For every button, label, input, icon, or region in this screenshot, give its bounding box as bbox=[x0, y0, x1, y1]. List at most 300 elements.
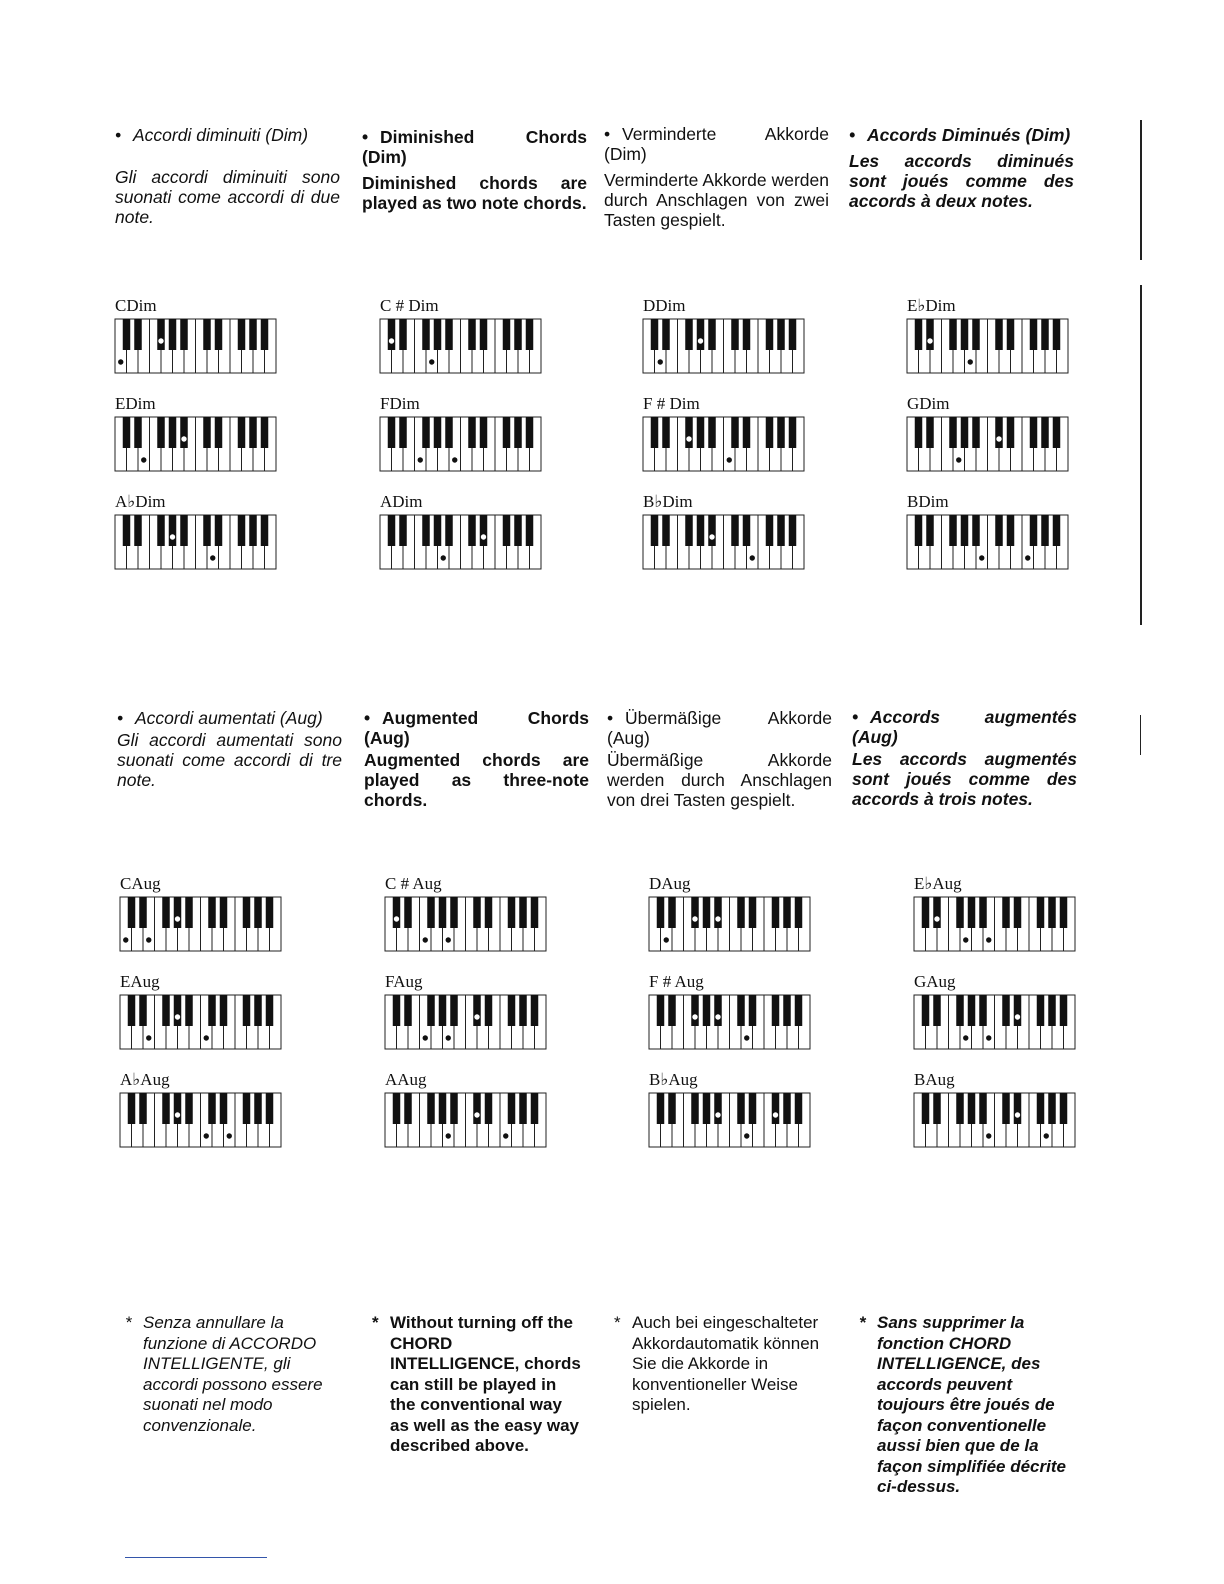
note-dot bbox=[175, 1014, 180, 1019]
black-key bbox=[439, 1093, 447, 1124]
black-key bbox=[961, 417, 969, 448]
black-key bbox=[731, 319, 739, 350]
black-key bbox=[795, 995, 803, 1026]
black-key bbox=[427, 1093, 435, 1124]
note-dot bbox=[418, 457, 423, 462]
note-dot bbox=[175, 916, 180, 921]
black-key bbox=[243, 995, 251, 1026]
black-key bbox=[238, 319, 246, 350]
black-key bbox=[714, 897, 722, 928]
black-key bbox=[933, 1093, 941, 1124]
black-key bbox=[657, 1093, 665, 1124]
black-key bbox=[128, 1093, 136, 1124]
chord-label: GAug bbox=[914, 972, 956, 991]
black-key bbox=[485, 897, 493, 928]
black-key bbox=[450, 995, 458, 1026]
note-dot bbox=[715, 916, 720, 921]
aug-title-it: Accordi aumentati (Aug) bbox=[135, 708, 323, 728]
chord-diagram bbox=[378, 395, 543, 473]
black-key bbox=[393, 897, 401, 928]
black-key bbox=[685, 319, 693, 350]
note-dot bbox=[141, 457, 146, 462]
black-key bbox=[388, 319, 396, 350]
black-key bbox=[243, 897, 251, 928]
footnote-french bbox=[859, 1313, 1075, 1498]
keyboard-diagram bbox=[647, 1091, 812, 1149]
black-key bbox=[777, 515, 785, 546]
black-key bbox=[203, 417, 211, 448]
black-key bbox=[691, 995, 699, 1026]
keyboard-diagram bbox=[912, 895, 1077, 953]
black-key bbox=[737, 995, 745, 1026]
black-key bbox=[783, 995, 791, 1026]
black-key bbox=[714, 995, 722, 1026]
black-key bbox=[514, 515, 522, 546]
black-key bbox=[422, 417, 430, 448]
black-key bbox=[703, 1093, 711, 1124]
black-key bbox=[514, 319, 522, 350]
black-key bbox=[208, 1093, 216, 1124]
black-key bbox=[1007, 417, 1015, 448]
black-key bbox=[123, 417, 131, 448]
black-key bbox=[662, 417, 670, 448]
black-key bbox=[485, 995, 493, 1026]
black-key bbox=[662, 319, 670, 350]
black-key bbox=[1002, 995, 1010, 1026]
black-key bbox=[961, 515, 969, 546]
black-key bbox=[266, 897, 274, 928]
note-dot bbox=[1015, 1014, 1020, 1019]
black-key bbox=[1014, 897, 1022, 928]
chord-diagram bbox=[641, 395, 806, 473]
black-key bbox=[503, 319, 511, 350]
note-dot bbox=[146, 937, 151, 942]
black-key bbox=[519, 995, 527, 1026]
black-key bbox=[439, 995, 447, 1026]
black-key bbox=[220, 995, 228, 1026]
black-key bbox=[995, 319, 1003, 350]
black-key bbox=[162, 897, 170, 928]
black-key bbox=[503, 417, 511, 448]
black-key bbox=[1030, 319, 1038, 350]
margin-mark bbox=[1140, 120, 1142, 260]
black-key bbox=[473, 995, 481, 1026]
dim-title-fr: Accords Diminués (Dim) bbox=[867, 125, 1071, 145]
black-key bbox=[1048, 995, 1056, 1026]
dim-body-it: Gli accordi diminuiti sono suonati come accordi di due note. bbox=[115, 167, 340, 227]
black-key bbox=[657, 995, 665, 1026]
black-key bbox=[743, 417, 751, 448]
black-key bbox=[933, 995, 941, 1026]
black-key bbox=[1060, 995, 1068, 1026]
black-key bbox=[162, 995, 170, 1026]
black-key bbox=[185, 897, 193, 928]
black-key bbox=[445, 417, 453, 448]
keyboard-diagram bbox=[641, 513, 806, 571]
footnote-marker: * bbox=[125, 1313, 132, 1332]
note-dot bbox=[474, 1112, 479, 1117]
footnote-marker: * bbox=[372, 1313, 379, 1332]
aug-body-fr: Les accords augmentés sont joués comme des accords à trois notes. bbox=[852, 749, 1077, 809]
black-key bbox=[134, 515, 142, 546]
black-key bbox=[668, 1093, 676, 1124]
black-key bbox=[703, 995, 711, 1026]
note-dot bbox=[956, 457, 961, 462]
black-key bbox=[169, 417, 177, 448]
bullet: • bbox=[604, 124, 611, 144]
black-key bbox=[979, 897, 987, 928]
black-key bbox=[685, 417, 693, 448]
black-key bbox=[1041, 417, 1049, 448]
keyboard-diagram bbox=[378, 513, 543, 571]
black-key bbox=[480, 515, 488, 546]
note-dot bbox=[664, 937, 669, 942]
note-dot bbox=[986, 937, 991, 942]
note-dot bbox=[210, 555, 215, 560]
chord-label: B♭Dim bbox=[643, 492, 693, 511]
black-key bbox=[922, 1093, 930, 1124]
black-key bbox=[185, 1093, 193, 1124]
chord-label: A♭Dim bbox=[115, 492, 166, 511]
black-key bbox=[243, 1093, 251, 1124]
black-key bbox=[1014, 1093, 1022, 1124]
bullet: • bbox=[362, 127, 369, 147]
black-key bbox=[399, 417, 407, 448]
black-key bbox=[691, 897, 699, 928]
black-key bbox=[749, 1093, 757, 1124]
note-dot bbox=[452, 457, 457, 462]
black-key bbox=[922, 897, 930, 928]
keyboard-diagram bbox=[118, 993, 283, 1051]
black-key bbox=[393, 995, 401, 1026]
black-key bbox=[731, 515, 739, 546]
black-key bbox=[1037, 897, 1045, 928]
chord-label: F # Dim bbox=[643, 394, 700, 413]
black-key bbox=[795, 1093, 803, 1124]
black-key bbox=[139, 897, 147, 928]
black-key bbox=[508, 995, 516, 1026]
black-key bbox=[174, 897, 182, 928]
chord-label: C # Dim bbox=[380, 296, 439, 315]
black-key bbox=[697, 417, 705, 448]
black-key bbox=[399, 515, 407, 546]
black-key bbox=[180, 319, 188, 350]
note-dot bbox=[744, 1035, 749, 1040]
note-dot bbox=[446, 1035, 451, 1040]
chord-diagram bbox=[118, 1071, 283, 1149]
black-key bbox=[979, 995, 987, 1026]
footnote-en-text: Without turning off the CHORD INTELLIGENCE, chords can still be played in the conventional way as well as the easy way described above. bbox=[390, 1313, 581, 1455]
footnote-english bbox=[372, 1313, 585, 1457]
black-key bbox=[208, 897, 216, 928]
black-key bbox=[1007, 515, 1015, 546]
aug-title-en: Augmented Chords (Aug) bbox=[364, 708, 589, 748]
black-key bbox=[1037, 995, 1045, 1026]
black-key bbox=[157, 515, 165, 546]
black-key bbox=[261, 417, 269, 448]
note-dot bbox=[446, 1133, 451, 1138]
black-key bbox=[503, 515, 511, 546]
black-key bbox=[526, 515, 534, 546]
black-key bbox=[123, 319, 131, 350]
black-key bbox=[468, 417, 476, 448]
black-key bbox=[972, 417, 980, 448]
black-key bbox=[789, 319, 797, 350]
black-key bbox=[249, 417, 257, 448]
chord-diagram bbox=[641, 297, 806, 375]
note-dot bbox=[986, 1035, 991, 1040]
chord-diagram bbox=[118, 973, 283, 1051]
footer-rule bbox=[125, 1557, 267, 1558]
chord-label: EAug bbox=[120, 972, 160, 991]
note-dot bbox=[158, 338, 163, 343]
black-key bbox=[737, 1093, 745, 1124]
chord-diagram bbox=[905, 297, 1070, 375]
note-dot bbox=[709, 534, 714, 539]
aug-text-italian bbox=[117, 708, 342, 790]
black-key bbox=[215, 515, 223, 546]
black-key bbox=[972, 515, 980, 546]
black-key bbox=[956, 897, 964, 928]
chord-diagram bbox=[647, 973, 812, 1051]
black-key bbox=[662, 515, 670, 546]
chord-label: F # Aug bbox=[649, 972, 704, 991]
black-key bbox=[134, 417, 142, 448]
note-dot bbox=[481, 534, 486, 539]
black-key bbox=[531, 995, 539, 1026]
margin-mark bbox=[1140, 715, 1141, 755]
bullet: • bbox=[852, 707, 859, 727]
black-key bbox=[238, 515, 246, 546]
footnote-italian bbox=[125, 1313, 341, 1436]
chord-label: E♭Dim bbox=[907, 296, 956, 315]
note-dot bbox=[394, 916, 399, 921]
chord-label: FAug bbox=[385, 972, 423, 991]
chord-label: EDim bbox=[115, 394, 156, 413]
note-dot bbox=[692, 1014, 697, 1019]
chord-label: GDim bbox=[907, 394, 950, 413]
note-dot bbox=[996, 436, 1001, 441]
black-key bbox=[743, 319, 751, 350]
chord-diagram bbox=[378, 493, 543, 571]
chord-diagram bbox=[383, 973, 548, 1051]
black-key bbox=[254, 1093, 262, 1124]
chord-diagram bbox=[113, 297, 278, 375]
black-key bbox=[772, 995, 780, 1026]
keyboard-diagram bbox=[118, 895, 283, 953]
black-key bbox=[473, 1093, 481, 1124]
keyboard-diagram bbox=[383, 993, 548, 1051]
black-key bbox=[508, 897, 516, 928]
black-key bbox=[697, 515, 705, 546]
black-key bbox=[783, 897, 791, 928]
black-key bbox=[1007, 319, 1015, 350]
black-key bbox=[979, 1093, 987, 1124]
black-key bbox=[203, 319, 211, 350]
note-dot bbox=[934, 916, 939, 921]
chord-diagram bbox=[113, 493, 278, 571]
keyboard-diagram bbox=[647, 895, 812, 953]
note-dot bbox=[227, 1133, 232, 1138]
black-key bbox=[789, 417, 797, 448]
black-key bbox=[480, 319, 488, 350]
black-key bbox=[708, 515, 716, 546]
aug-body-de: Übermäßige Akkorde werden durch Anschlagen von drei Tasten gespielt. bbox=[607, 750, 832, 810]
black-key bbox=[139, 1093, 147, 1124]
black-key bbox=[473, 897, 481, 928]
chord-label: ADim bbox=[380, 492, 423, 511]
note-dot bbox=[968, 359, 973, 364]
black-key bbox=[777, 417, 785, 448]
keyboard-diagram bbox=[905, 415, 1070, 473]
note-dot bbox=[744, 1133, 749, 1138]
black-key bbox=[731, 417, 739, 448]
note-dot bbox=[1015, 1112, 1020, 1117]
chord-label: AAug bbox=[385, 1070, 427, 1089]
chord-diagram bbox=[383, 875, 548, 953]
black-key bbox=[926, 319, 934, 350]
black-key bbox=[926, 417, 934, 448]
note-dot bbox=[773, 1112, 778, 1117]
chord-label: CAug bbox=[120, 874, 161, 893]
black-key bbox=[961, 319, 969, 350]
chord-diagram bbox=[647, 875, 812, 953]
note-dot bbox=[986, 1133, 991, 1138]
chord-diagram bbox=[118, 875, 283, 953]
note-dot bbox=[698, 338, 703, 343]
black-key bbox=[254, 995, 262, 1026]
black-key bbox=[238, 417, 246, 448]
black-key bbox=[915, 417, 923, 448]
black-key bbox=[766, 319, 774, 350]
chord-diagram bbox=[912, 875, 1077, 953]
black-key bbox=[749, 995, 757, 1026]
black-key bbox=[1014, 995, 1022, 1026]
aug-body-en: Augmented chords are played as three-note chords. bbox=[364, 750, 589, 810]
note-dot bbox=[727, 457, 732, 462]
black-key bbox=[434, 515, 442, 546]
black-key bbox=[1060, 1093, 1068, 1124]
black-key bbox=[249, 515, 257, 546]
black-key bbox=[180, 417, 188, 448]
note-dot bbox=[429, 359, 434, 364]
footnote-marker: * bbox=[614, 1313, 621, 1332]
chord-diagram bbox=[905, 493, 1070, 571]
note-dot bbox=[118, 359, 123, 364]
keyboard-diagram bbox=[113, 317, 278, 375]
black-key bbox=[434, 319, 442, 350]
black-key bbox=[714, 1093, 722, 1124]
note-dot bbox=[692, 916, 697, 921]
black-key bbox=[949, 319, 957, 350]
black-key bbox=[434, 417, 442, 448]
note-dot bbox=[979, 555, 984, 560]
black-key bbox=[249, 319, 257, 350]
note-dot bbox=[446, 937, 451, 942]
black-key bbox=[450, 897, 458, 928]
note-dot bbox=[123, 937, 128, 942]
black-key bbox=[445, 319, 453, 350]
note-dot bbox=[181, 436, 186, 441]
black-key bbox=[422, 319, 430, 350]
note-dot bbox=[474, 1014, 479, 1019]
black-key bbox=[508, 1093, 516, 1124]
black-key bbox=[480, 417, 488, 448]
note-dot bbox=[715, 1014, 720, 1019]
black-key bbox=[915, 515, 923, 546]
black-key bbox=[651, 515, 659, 546]
bullet: • bbox=[849, 125, 856, 145]
aug-title-fr: Accords augmentés (Aug) bbox=[852, 707, 1077, 747]
black-key bbox=[261, 515, 269, 546]
chord-diagram bbox=[905, 395, 1070, 473]
black-key bbox=[657, 897, 665, 928]
keyboard-diagram bbox=[383, 895, 548, 953]
black-key bbox=[526, 319, 534, 350]
black-key bbox=[1041, 515, 1049, 546]
aug-body-it: Gli accordi aumentati sono suonati come accordi di tre note. bbox=[117, 730, 342, 790]
note-dot bbox=[750, 555, 755, 560]
black-key bbox=[1002, 897, 1010, 928]
keyboard-diagram bbox=[118, 1091, 283, 1149]
black-key bbox=[968, 1093, 976, 1124]
chord-label: B♭Aug bbox=[649, 1070, 698, 1089]
black-key bbox=[1030, 417, 1038, 448]
chord-label: C # Aug bbox=[385, 874, 442, 893]
bullet: • bbox=[115, 125, 122, 145]
black-key bbox=[749, 897, 757, 928]
black-key bbox=[743, 515, 751, 546]
black-key bbox=[668, 897, 676, 928]
black-key bbox=[468, 319, 476, 350]
black-key bbox=[468, 515, 476, 546]
black-key bbox=[174, 1093, 182, 1124]
black-key bbox=[1041, 319, 1049, 350]
black-key bbox=[388, 417, 396, 448]
black-key bbox=[531, 1093, 539, 1124]
dim-body-de: Verminderte Akkorde werden durch Anschlagen von zwei Tasten gespielt. bbox=[604, 170, 829, 230]
black-key bbox=[266, 995, 274, 1026]
keyboard-diagram bbox=[641, 317, 806, 375]
black-key bbox=[203, 515, 211, 546]
keyboard-diagram bbox=[905, 317, 1070, 375]
black-key bbox=[215, 319, 223, 350]
black-key bbox=[427, 995, 435, 1026]
black-key bbox=[514, 417, 522, 448]
black-key bbox=[1037, 1093, 1045, 1124]
black-key bbox=[772, 897, 780, 928]
black-key bbox=[697, 319, 705, 350]
black-key bbox=[439, 897, 447, 928]
black-key bbox=[123, 515, 131, 546]
footnote-de-text: Auch bei eingeschalteter Akkordautomatik können Sie die Akkorde in konventioneller Weise spielen. bbox=[632, 1313, 820, 1414]
black-key bbox=[422, 515, 430, 546]
dim-body-en: Diminished chords are played as two note chords. bbox=[362, 173, 587, 213]
dim-title-de: Verminderte Akkorde (Dim) bbox=[604, 124, 829, 164]
keyboard-diagram bbox=[383, 1091, 548, 1149]
black-key bbox=[949, 515, 957, 546]
note-dot bbox=[963, 937, 968, 942]
note-dot bbox=[1044, 1133, 1049, 1138]
note-dot bbox=[423, 1035, 428, 1040]
aug-text-german bbox=[607, 708, 832, 810]
aug-text-french bbox=[852, 707, 1077, 809]
black-key bbox=[651, 319, 659, 350]
black-key bbox=[134, 319, 142, 350]
black-key bbox=[1048, 1093, 1056, 1124]
black-key bbox=[922, 995, 930, 1026]
black-key bbox=[708, 319, 716, 350]
